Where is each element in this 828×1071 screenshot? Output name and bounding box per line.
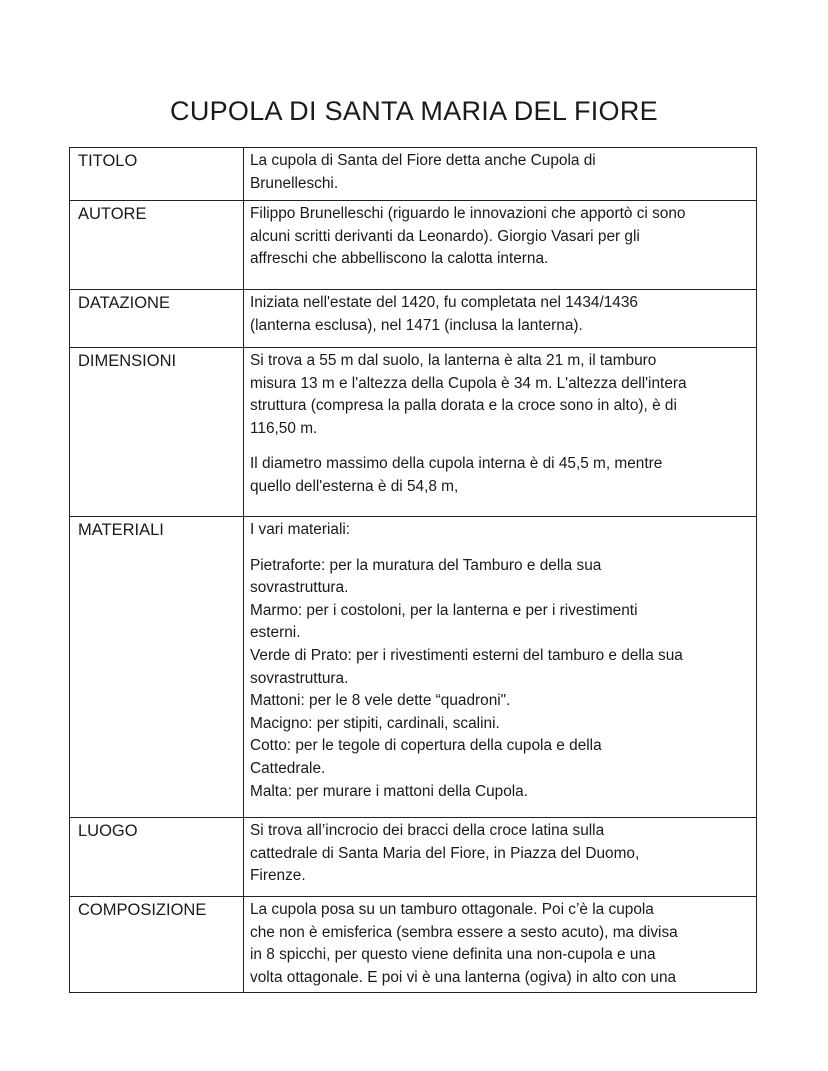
paragraph-gap: [250, 542, 756, 555]
text-line: Cotto: per le tegole di copertura della cupola e della: [250, 737, 602, 755]
text-line: Si trova all’incrocio dei bracci della croce latina sulla: [250, 822, 605, 839]
row-content: [244, 290, 756, 347]
row-label: MATERIALI: [70, 517, 244, 817]
row-content: [244, 517, 756, 817]
text-line: Verde di Prato: per i rivestimenti esterni del tamburo e della sua: [250, 646, 683, 664]
text-line: sovrastruttura.: [250, 579, 349, 597]
row-label: COMPOSIZIONE: [70, 897, 244, 992]
text-line: Pietraforte: per la muratura del Tamburo e della sua: [250, 556, 602, 574]
text-line: sovrastruttura.: [250, 669, 349, 687]
text-line: che non è emisferica (sembra essere a sesto acuto), ma divisa: [250, 923, 678, 941]
table-row-dimensioni: [70, 348, 756, 517]
row-content: [244, 148, 756, 200]
row-content: [244, 201, 756, 289]
info-table: [69, 147, 757, 993]
text-line: volta ottagonale. E poi vi è una lanterna (ogiva) in alto con una: [250, 968, 677, 986]
row-content: [244, 897, 756, 992]
row-label: TITOLO: [70, 148, 244, 200]
table-row-materiali: [70, 517, 756, 818]
row-content: [244, 348, 756, 516]
text-line: Macigno: per stipiti, cardinali, scalini.: [250, 714, 500, 732]
text-line: alcuni scritti derivanti da Leonardo). Giorgio Vasari per gli: [250, 227, 640, 245]
text-line: struttura (compresa la palla dorata e la croce sono in alto), è di: [250, 397, 677, 415]
text-line: I vari materiali:: [250, 521, 351, 538]
text-line: misura 13 m e l'altezza della Cupola è 34 m. L'altezza dell'intera: [250, 374, 687, 392]
text-line: La cupola posa su un tamburo ottagonale. Poi c’è la cupola: [250, 901, 654, 918]
text-line: Il diametro massimo della cupola interna è di 45,5 m, mentre: [250, 455, 663, 473]
paragraph-gap: [250, 440, 756, 453]
text-line: Malta: per murare i mattoni della Cupola.: [250, 782, 529, 800]
text-line: Marmo: per i costoloni, per la lanterna e per i rivestimenti: [250, 601, 638, 619]
text-line: Cattedrale.: [250, 759, 326, 777]
text-line: esterni.: [250, 624, 301, 642]
text-line: (lanterna esclusa), nel 1471 (inclusa la lanterna).: [250, 316, 583, 334]
text-line: Filippo Brunelleschi (riguardo le innovazioni che apportò ci sono: [250, 205, 686, 222]
table-row-luogo: [70, 818, 756, 897]
table-row-composizione: [70, 897, 756, 993]
text-line: Mattoni: per le 8 vele dette “quadroni".: [250, 692, 511, 710]
table-row-titolo: [70, 148, 756, 201]
table-row-datazione: [70, 290, 756, 348]
document-title: CUPOLA DI SANTA MARIA DEL FIORE: [170, 96, 658, 126]
text-line: in 8 spicchi, per questo viene definita una non-cupola e una: [250, 946, 656, 964]
text-line: cattedrale di Santa Maria del Fiore, in Piazza del Duomo,: [250, 844, 640, 862]
row-label: LUOGO: [70, 818, 244, 896]
text-line: Brunelleschi.: [250, 174, 339, 192]
text-line: Si trova a 55 m dal suolo, la lanterna è alta 21 m, il tamburo: [250, 352, 657, 369]
text-line: affreschi che abbelliscono la calotta interna.: [250, 250, 549, 268]
row-label: DIMENSIONI: [70, 348, 244, 516]
text-line: quello dell'esterna è di 54,8 m,: [250, 477, 459, 495]
text-line: La cupola di Santa del Fiore detta anche Cupola di: [250, 152, 596, 169]
row-label: AUTORE: [70, 201, 244, 289]
row-content: [244, 818, 756, 896]
text-line: Firenze.: [250, 867, 306, 885]
text-line: 116,50 m.: [250, 419, 318, 437]
table-row-autore: [70, 201, 756, 290]
text-line: Iniziata nell'estate del 1420, fu completata nel 1434/1436: [250, 294, 638, 311]
row-label: DATAZIONE: [70, 290, 244, 347]
